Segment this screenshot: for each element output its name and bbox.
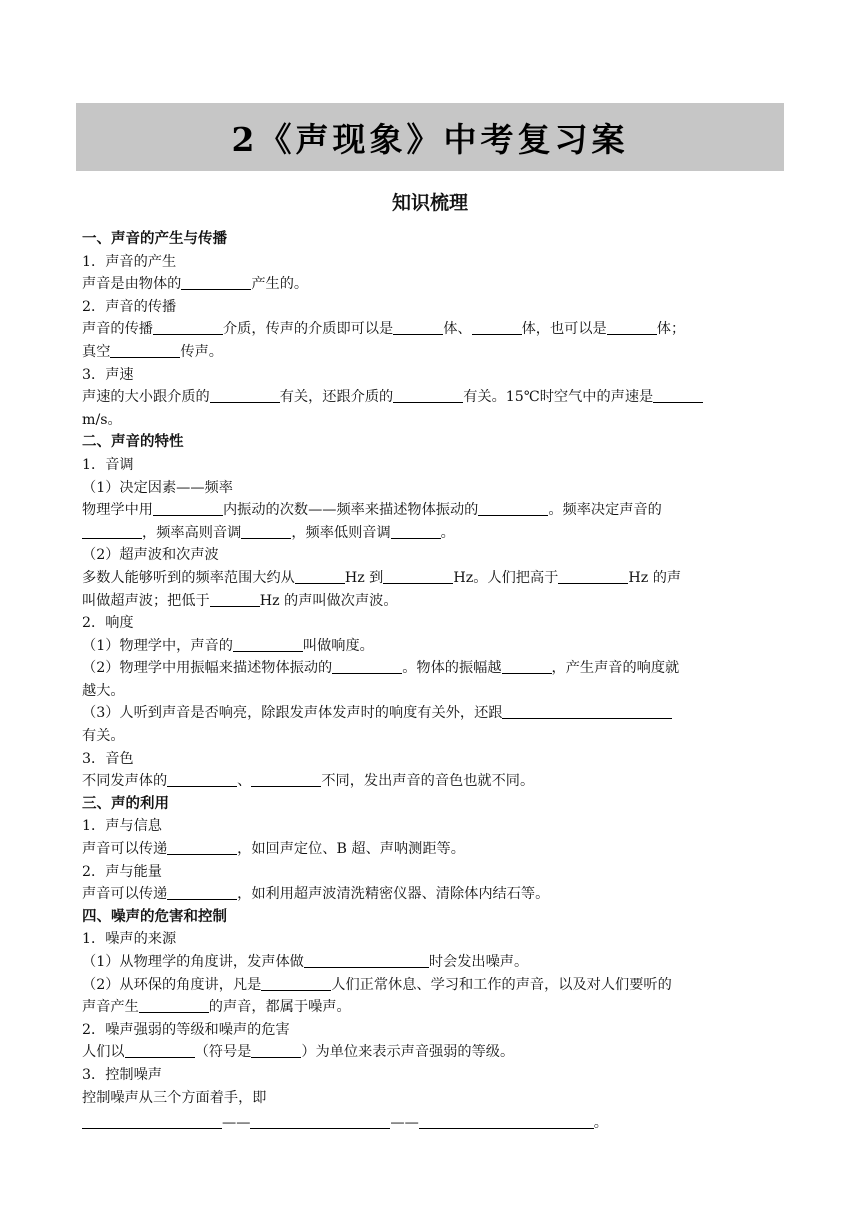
- fill-in-line: [82, 590, 780, 613]
- fill-in-line: [82, 974, 780, 997]
- answer-blank[interactable]: [241, 523, 291, 539]
- text-line: 越大。: [82, 682, 125, 699]
- item-title: 2．声与能量: [82, 863, 162, 880]
- answer-blank[interactable]: [383, 568, 453, 584]
- text: 传声。: [180, 343, 223, 360]
- answer-blank[interactable]: [233, 636, 303, 652]
- fill-in-line: [82, 883, 780, 906]
- answer-blank[interactable]: [210, 387, 280, 403]
- text: 体；: [656, 321, 686, 338]
- answer-blank[interactable]: [391, 523, 441, 539]
- text: Hz 的声叫做次声波。: [259, 592, 398, 609]
- text: 、: [237, 773, 252, 790]
- answer-blank[interactable]: [653, 387, 703, 403]
- fill-in-line: [82, 567, 780, 590]
- answer-blank[interactable]: [419, 1113, 594, 1129]
- answer-blank[interactable]: [167, 884, 237, 900]
- answer-blank[interactable]: [167, 771, 237, 787]
- text: 声速的大小跟介质的: [82, 389, 210, 406]
- answer-blank[interactable]: [82, 523, 142, 539]
- answer-blank[interactable]: [210, 591, 260, 607]
- answer-blank[interactable]: [502, 703, 672, 719]
- text: （2）从环保的角度讲，凡是: [82, 976, 262, 993]
- answer-blank[interactable]: [393, 319, 443, 335]
- text: 声音产生: [82, 999, 139, 1016]
- text: 有关，还跟介质的: [279, 389, 394, 406]
- fill-in-line: [82, 386, 780, 409]
- text: 的声音，都属于噪声。: [208, 999, 351, 1016]
- fill-in-line: [82, 318, 780, 341]
- answer-blank[interactable]: [153, 500, 223, 516]
- text-line: m/s。: [82, 411, 122, 428]
- item-title: 1．声与信息: [82, 818, 162, 835]
- text: ）为单位来表示声音强弱的等级。: [301, 1044, 515, 1061]
- text: 时会发出噪声。: [428, 954, 529, 970]
- text: ，频率低则音调: [291, 524, 391, 541]
- answer-blank[interactable]: [139, 997, 209, 1013]
- fill-in-line: [82, 341, 780, 364]
- text: 声音可以传递: [82, 886, 168, 903]
- item-title: 2．响度: [82, 615, 134, 632]
- answer-blank[interactable]: [251, 771, 321, 787]
- text: 叫做超声波；把低于: [82, 592, 210, 609]
- fill-in-line: [82, 657, 780, 680]
- item-title: 2．声音的传播: [82, 298, 177, 315]
- text: 真空: [82, 343, 111, 360]
- text-line: 控制噪声从三个方面着手，即: [82, 1089, 267, 1106]
- text: 人们正常休息、学习和工作的声音，以及对人们要听的: [331, 976, 672, 993]
- answer-blank[interactable]: [502, 658, 552, 674]
- answer-blank[interactable]: [167, 839, 237, 855]
- text: 介质，传声的介质即可以是: [222, 321, 394, 338]
- item-title: 3．声速: [82, 366, 134, 383]
- answer-blank[interactable]: [251, 1042, 301, 1058]
- text: ，如利用超声波清洗精密仪器、清除体内结石等。: [237, 886, 550, 903]
- text: ——: [390, 1115, 419, 1132]
- text: 叫做响度。: [302, 637, 374, 654]
- text: （2）物理学中用振幅来描述物体振动的: [82, 660, 333, 677]
- answer-blank[interactable]: [181, 274, 251, 290]
- answer-blank[interactable]: [393, 387, 463, 403]
- heading-sound-uses: 三、声的利用: [82, 795, 169, 812]
- sub-item-title: （2）超声波和次声波: [82, 547, 219, 564]
- fill-in-line: [82, 996, 780, 1019]
- text: 物理学中用: [82, 502, 153, 519]
- answer-blank[interactable]: [153, 319, 223, 335]
- text: 声音可以传递: [82, 841, 168, 858]
- text: （1）从物理学的角度讲，发声体做: [82, 954, 304, 970]
- answer-blank[interactable]: [558, 568, 628, 584]
- answer-blank[interactable]: [125, 1042, 195, 1058]
- text: 不同发声体的: [82, 773, 168, 790]
- text: 不同，发出声音的音色也就不同。: [321, 773, 535, 790]
- text: （3）人听到声音是否响亮，除跟发声体发声时的响度有关外，还跟: [82, 705, 503, 722]
- text: 多数人能够听到的频率范围大约从: [82, 569, 295, 586]
- answer-blank[interactable]: [472, 319, 522, 335]
- answer-blank[interactable]: [82, 1113, 222, 1129]
- item-title: 1．音调: [82, 456, 134, 473]
- heading-noise-control: 四、噪声的危害和控制: [82, 908, 227, 925]
- answer-blank[interactable]: [332, 658, 402, 674]
- fill-in-line: [82, 522, 780, 545]
- section-subtitle: 知识梳理: [391, 192, 468, 214]
- sub-item-title: （1）决定因素——频率: [82, 479, 233, 496]
- text: 声音是由物体的: [82, 276, 182, 293]
- answer-blank[interactable]: [295, 568, 345, 584]
- answer-blank[interactable]: [261, 975, 331, 991]
- answer-blank[interactable]: [478, 500, 548, 516]
- item-title: 2．噪声强弱的等级和噪声的危害: [82, 1021, 290, 1038]
- text: Hz 的声: [628, 569, 682, 586]
- text: 。: [593, 1115, 608, 1132]
- item-title: 3．控制噪声: [82, 1066, 162, 1083]
- text: ，如回声定位、B 超、声呐测距等。: [237, 841, 465, 858]
- heading-sound-production: 一、声音的产生与传播: [82, 231, 227, 247]
- fill-in-line: [82, 951, 780, 974]
- fill-in-line: [82, 1041, 780, 1064]
- text: （符号是: [194, 1044, 252, 1061]
- fill-in-line: [82, 1112, 780, 1135]
- text: 有关。15℃时空气中的声速是: [463, 389, 654, 406]
- fill-in-line: [82, 635, 780, 658]
- text: 内振动的次数——频率来描述物体振动的: [222, 502, 479, 519]
- fill-in-line: [82, 838, 780, 861]
- fill-in-line: [82, 770, 780, 793]
- text: ，产生声音的响度就: [551, 660, 680, 677]
- text: 。频率决定声音的: [548, 502, 662, 519]
- text: （1）物理学中，声音的: [82, 637, 233, 654]
- text: Hz。人们把高于: [453, 569, 559, 586]
- text: Hz 到: [344, 569, 384, 586]
- text: 体、: [443, 321, 472, 338]
- fill-in-line: [82, 499, 780, 522]
- worksheet-body: [82, 228, 780, 1135]
- item-title: 1．噪声的来源: [82, 931, 177, 948]
- text: 。物体的振幅越: [402, 660, 502, 677]
- text: ——: [222, 1115, 251, 1132]
- text: 声音的传播: [82, 321, 153, 338]
- fill-in-line: [82, 702, 780, 725]
- answer-blank[interactable]: [304, 952, 429, 968]
- text: 产生的。: [251, 276, 309, 293]
- item-title: 3．音色: [82, 750, 134, 767]
- answer-blank[interactable]: [607, 319, 657, 335]
- item-title: 1．声音的产生: [82, 253, 177, 270]
- text: ，频率高则音调: [142, 524, 242, 541]
- answer-blank[interactable]: [250, 1113, 390, 1129]
- text: 体，也可以是: [521, 321, 607, 338]
- page-title: 2《声现象》中考复习案: [231, 119, 629, 159]
- heading-sound-characteristics: 二、声音的特性: [82, 434, 184, 451]
- text: 人们以: [82, 1044, 125, 1061]
- text-line: 有关。: [82, 728, 125, 745]
- fill-in-line: [82, 273, 780, 296]
- answer-blank[interactable]: [110, 342, 180, 358]
- title-banner: [76, 103, 784, 171]
- text: 。: [440, 524, 455, 541]
